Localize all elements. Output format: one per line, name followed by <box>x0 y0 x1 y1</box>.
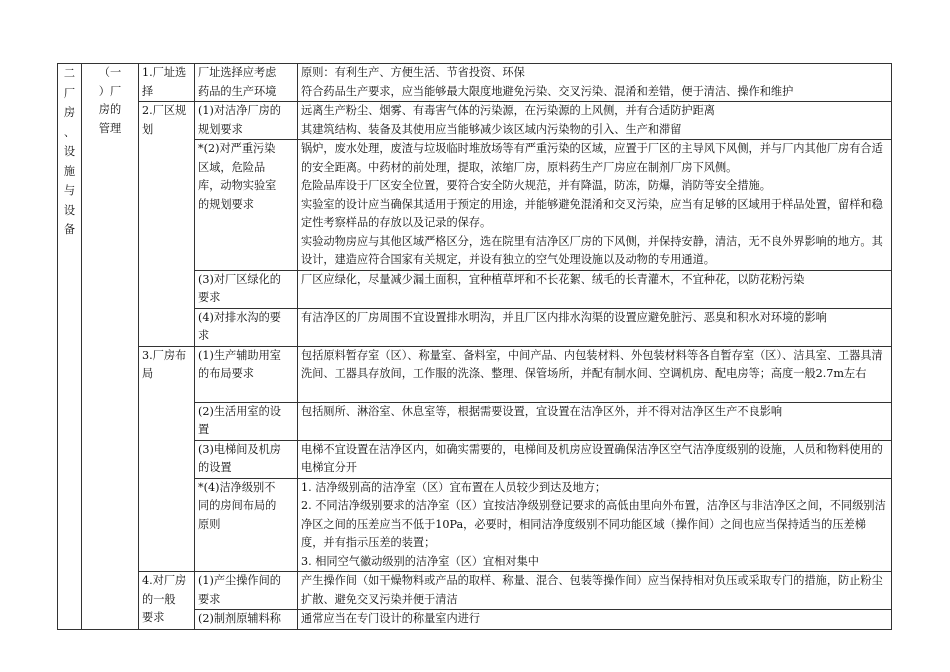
section-heading: 二 厂 房 、 设 施 与 设 备 <box>58 64 82 630</box>
content-zone-green: 厂区应绿化，尽量减少漏土面积，宜种植草坪和不长花絮、绒毛的长青灌木，不宜种花，以防花粉污染 <box>298 270 892 308</box>
item-zone-clean: (1)对洁净厂房的 规划要求 <box>195 102 298 140</box>
item-zone-green: (3)对厂区绿化的 要求 <box>195 270 298 308</box>
item-layout-elevator: (3)电梯间及机房 的设置 <box>195 440 298 478</box>
group-layout: 3.厂房布 局 <box>139 346 195 572</box>
item-layout-aux: (1)生产辅助用室 的布局要求 <box>195 346 298 402</box>
content-zone-pollution: 锅炉，废水处理，废渣与垃圾临时堆放场等有严重污染的区域，应置于厂区的主导风下风侧，并与厂内其他厂房有合适的安全距离。中药材的前处理，提取，浓缩厂房，原料药生产厂房应在制剂厂房下风侧。 危险品库设于厂区安全位置，要符合安全防火规范，并有降温，防冻，防爆，消防等安全措施。 实验室的设计应当确保其适用于预定的用途，并能够避免混淆和交叉污染，应当有足够的区域用于样品处置，留样和稳定性考察样品的存放以及记录的保存。 实验动物房应与其他区域严格区分，选在院里有洁净区厂房的下风侧，并保持安静，清洁，无不良外界影响的地方。其设计，建造应符合国家有关规定，并设有独立的空气处理设施以及动物的专用通道。 <box>298 140 892 271</box>
item-general-weigh: (2)制剂原辅料称 <box>195 610 298 630</box>
group-zone: 2.厂区规 划 <box>139 102 195 347</box>
content-zone-clean: 远离生产粉尘、烟雾、有毒害气体的污染源，在污染源的上风侧，并有合适防护距离 其建筑结构、装备及其使用应当能够减少该区域内污染物的引入、生产和滞留 <box>298 102 892 140</box>
item-site-env: 厂址选择应考虑 药品的生产环境 <box>195 64 298 102</box>
item-zone-drain: (4)对排水沟的要 求 <box>195 308 298 346</box>
table-row <box>58 64 892 102</box>
content-layout-aux: 包括原料暂存室（区）、称量室、备料室，中间产品、内包装材料、外包装材料等各自暂存室（区）、洁具室、工器具清洗间、工器具存放间，工作服的洗涤、整理、保管场所，并配有制水间、空调机房、配电房等；高度一般2.7m左右 <box>298 346 892 402</box>
table-row <box>58 572 892 610</box>
table-row <box>58 102 892 140</box>
subsection-heading: （一 ）厂 房的 管理 <box>82 64 139 630</box>
content-general-dust: 产生操作间（如干燥物料或产品的取样、称量、混合、包装等操作间）应当保持相对负压或采取专门的措施，防止粉尘扩散、避免交叉污染并便于清洁 <box>298 572 892 610</box>
item-general-dust: (1)产尘操作间的 要求 <box>195 572 298 610</box>
content-layout-clean-level: 1. 洁净级别高的洁净室（区）宜布置在人员较少到达及地方； 2. 不同洁净级别要求的洁净室（区）宜按洁净级别登记要求的高低由里向外布置，洁净区与非洁净区之间，不同级别洁净区之间的压差应当不低于10Pa，必要时，相同洁净度级别不同功能区域（操作间）之间也应当保持适当的压差梯度，并有指示压差的装置； 3. 相同空气徽动级别的洁净室（区）宜相对集中 <box>298 478 892 572</box>
table-row <box>58 346 892 402</box>
content-general-weigh: 通常应当在专门设计的称量室内进行 <box>298 610 892 630</box>
content-layout-elevator: 电梯不宜设置在洁净区内，如确实需要的，电梯间及机房应设置确保洁净区空气洁净度级别的设施，人员和物料使用的电梯宜分开 <box>298 440 892 478</box>
group-general: 4.对厂房 的一般 要求 <box>139 572 195 630</box>
content-layout-living: 包括厕所、淋浴室、休息室等，根据需要设置，宜设置在洁净区外，并不得对洁净区生产不良影响 <box>298 402 892 440</box>
content-zone-drain: 有洁净区的厂房周围不宜设置排水明沟，并且厂区内排水沟渠的设置应避免脏污、恶臭和积水对环境的影响 <box>298 308 892 346</box>
group-site: 1.厂址选 择 <box>139 64 195 102</box>
item-layout-clean-level: *(4)洁净级别不 同的房间布局的 原则 <box>195 478 298 572</box>
item-zone-pollution: *(2)对严重污染 区域，危险品 库，动物实验室 的规划要求 <box>195 140 298 271</box>
item-layout-living: (2)生活用室的设 置 <box>195 402 298 440</box>
content-site-env: 原则：有利生产、方便生活、节省投资、环保 符合药品生产要求，应当能够最大限度地避免污染、交叉污染、混淆和差错，便于清洁、操作和维护 <box>298 64 892 102</box>
regulation-table <box>57 63 892 630</box>
